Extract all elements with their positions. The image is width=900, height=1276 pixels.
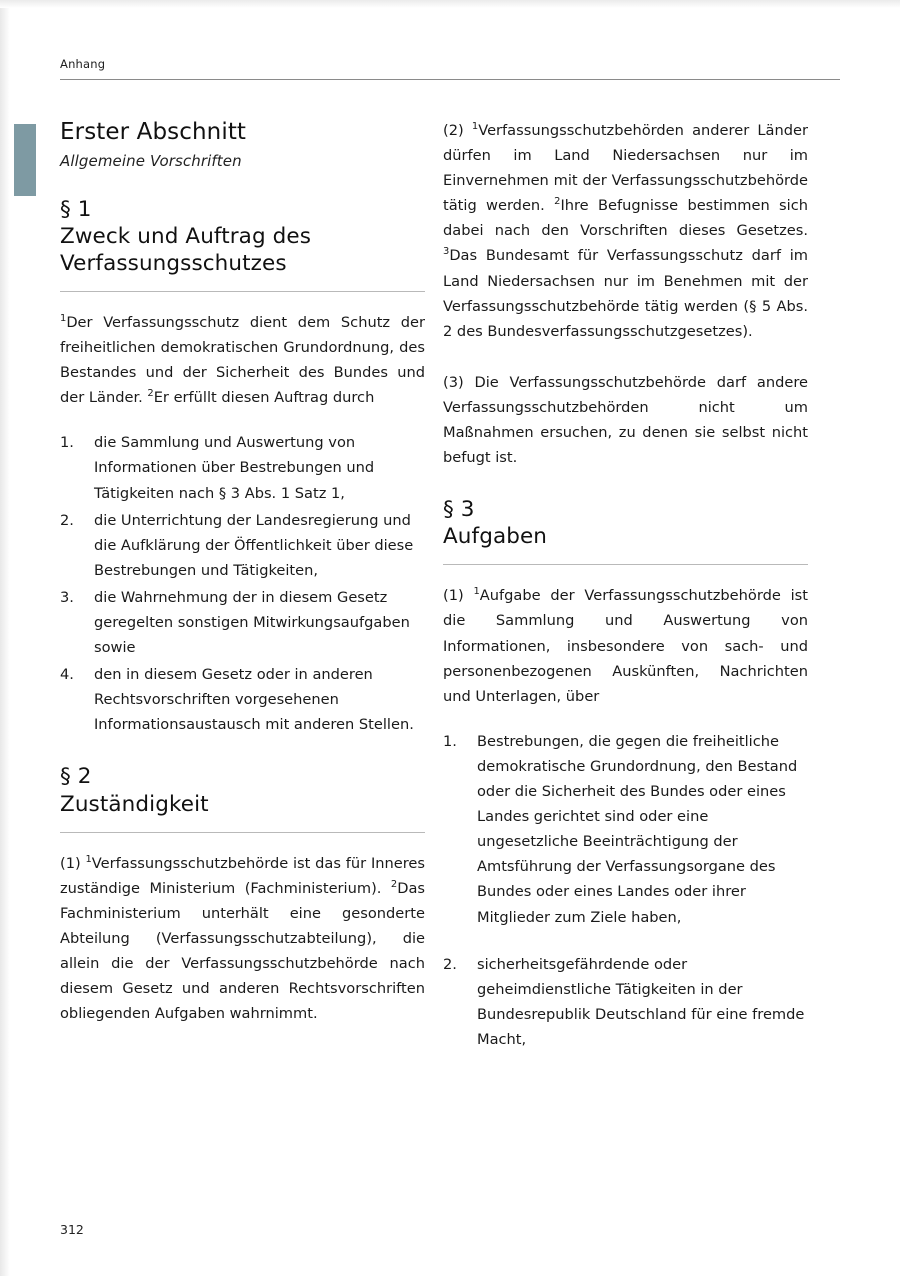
paragraph-2-sentence-2: Das Fachministerium unterhält eine gesonderte Abteilung (Verfassungsschutzabteilung), die allein die der Verfassungsschutzbehörde nach diesem Gesetz und anderen Rechtsvorschriften obliegenden Aufgaben wahrnimmt. <box>60 879 425 1023</box>
abs2-sentence-1: Verfassungsschutzbehörden anderer Länder dürfen im Land Niedersachsen nur im Einvernehmen mit der Verfassungsschutzbehörde tätig werden. <box>443 122 808 215</box>
list-item <box>60 508 425 583</box>
heading-divider <box>60 291 425 292</box>
list-item-marker: 1. <box>443 732 457 750</box>
page-number: 312 <box>60 1222 84 1237</box>
sentence-marker-3: 3 <box>443 246 450 258</box>
paragraph-1-sentence-2: Er erfüllt diesen Auftrag durch <box>153 389 375 407</box>
list-item <box>443 729 808 930</box>
paragraph-2-sentence-1: Verfassungsschutzbehörde ist das für Inneres zuständige Ministerium (Fachministerium). <box>60 854 426 897</box>
running-head: Anhang <box>60 57 106 71</box>
abs-label: (2) <box>443 122 472 139</box>
list-item-marker: 2. <box>60 511 74 529</box>
page-edge-shading-left <box>0 0 10 1276</box>
sentence-marker-1: 1 <box>60 313 67 325</box>
paragraph-2-number: § 2 <box>60 764 92 790</box>
list-item-text: Bestrebungen, die gegen die freiheitliche demokratische Grundordnung, den Bestand oder die Sicherheit des Bundes oder eines Landes gerichtet sind oder eine ungesetzliche Beeinträchtigung der Amtsführung der Verfassungsorgane des Bundes oder eines Landes oder ihrer Mitglieder zum Ziele haben, <box>477 732 798 926</box>
abs2-sentence-3: Das Bundesamt für Verfassungsschutz darf im Land Niedersachsen nur im Benehmen mit der Verfassungsschutzbehörde tätig werden (§ 5 Abs. 2 des Bundesverfassungsschutzgesetzes). <box>443 247 808 340</box>
section-title: Erster Abschnitt <box>60 119 247 145</box>
heading-divider <box>60 832 425 833</box>
heading-divider <box>443 564 808 565</box>
paragraph-1-list <box>60 430 425 737</box>
paragraph-3-title: Aufgaben <box>443 524 548 550</box>
abs-label: (1) <box>60 854 86 872</box>
header-divider <box>60 79 840 80</box>
list-item <box>443 952 808 1052</box>
sentence-marker-2: 2 <box>390 878 398 890</box>
paragraph-3-number: § 3 <box>443 497 475 523</box>
sentence-marker-2: 2 <box>147 388 154 400</box>
list-item-text: sicherheitsgefährdende oder geheimdienstliche Tätigkeiten in der Bundesrepublik Deutschland für eine fremde Macht, <box>477 955 805 1048</box>
list-item-text: die Wahrnehmung der in diesem Gesetz geregelten sonstigen Mitwirkungsaufgaben sowie <box>94 588 410 657</box>
list-item <box>60 662 425 737</box>
sentence-marker-2: 2 <box>554 196 561 208</box>
paragraph-1-number: § 1 <box>60 196 92 222</box>
list-item-text: die Unterrichtung der Landesregierung und die Aufklärung der Öffentlichkeit über diese Bestrebungen und Tätigkeiten, <box>94 511 414 579</box>
paragraph-1-text <box>60 310 425 410</box>
list-item-marker: 4. <box>60 666 74 684</box>
paragraph-2-title: Zuständigkeit <box>60 791 209 817</box>
paragraph-1-heading-block <box>60 196 425 292</box>
sentence-marker-1: 1 <box>85 853 92 865</box>
list-item-text: den in diesem Gesetz oder in anderen Rechtsvorschriften vorgesehenen Informationsaustausch mit anderen Stellen. <box>94 666 414 734</box>
list-item <box>60 430 425 505</box>
abs1-sentence-1: Aufgabe der Verfassungsschutzbehörde ist die Sammlung und Auswertung von Informationen, insbesondere von sach- und personenbezogenen Auskünften, Nachrichten und Unterlagen, über <box>443 587 808 705</box>
paragraph-1-title: Zweck und Auftrag des Verfassungsschutzes <box>60 223 312 276</box>
paragraph-1-sentence-1: Der Verfassungsschutz dient dem Schutz der freiheitlichen demokratischen Grundordnung, des Bestandes und der Sicherheit des Bundes und der Länder. <box>60 313 425 407</box>
right-column <box>443 118 808 1074</box>
paragraph-3-abs1 <box>443 583 808 708</box>
abs-label: (1) <box>443 587 474 605</box>
list-item <box>60 585 425 660</box>
page-edge-shading-top <box>0 0 900 8</box>
section-subtitle: Allgemeine Vorschriften <box>60 151 242 170</box>
paragraph-2-heading-block <box>60 763 425 832</box>
paragraph-2-abs3: (3) Die Verfassungsschutzbehörde darf andere Verfassungsschutzbehörden nicht um Maßnahmen ersuchen, zu denen sie selbst nicht befugt ist. <box>443 373 808 467</box>
paragraph-3-list <box>443 729 808 1052</box>
list-item-marker: 1. <box>60 434 74 452</box>
paragraph-2-abs2 <box>443 118 808 344</box>
list-item-marker: 3. <box>60 588 74 606</box>
chapter-edge-marker <box>14 124 36 196</box>
paragraph-2-abs1 <box>60 851 425 1027</box>
sentence-marker-1: 1 <box>473 586 480 598</box>
list-item-text: die Sammlung und Auswertung von Informationen über Bestrebungen und Tätigkeiten nach § 3 Abs. 1 Satz 1, <box>94 434 375 502</box>
abs2-sentence-2: Ihre Befugnisse bestimmen sich dabei nach den Vorschriften dieses Gesetzes. <box>443 197 808 240</box>
list-item-marker: 2. <box>443 955 457 973</box>
sentence-marker-1: 1 <box>471 121 479 133</box>
paragraph-3-heading-block <box>443 496 808 565</box>
left-column <box>60 118 425 1026</box>
